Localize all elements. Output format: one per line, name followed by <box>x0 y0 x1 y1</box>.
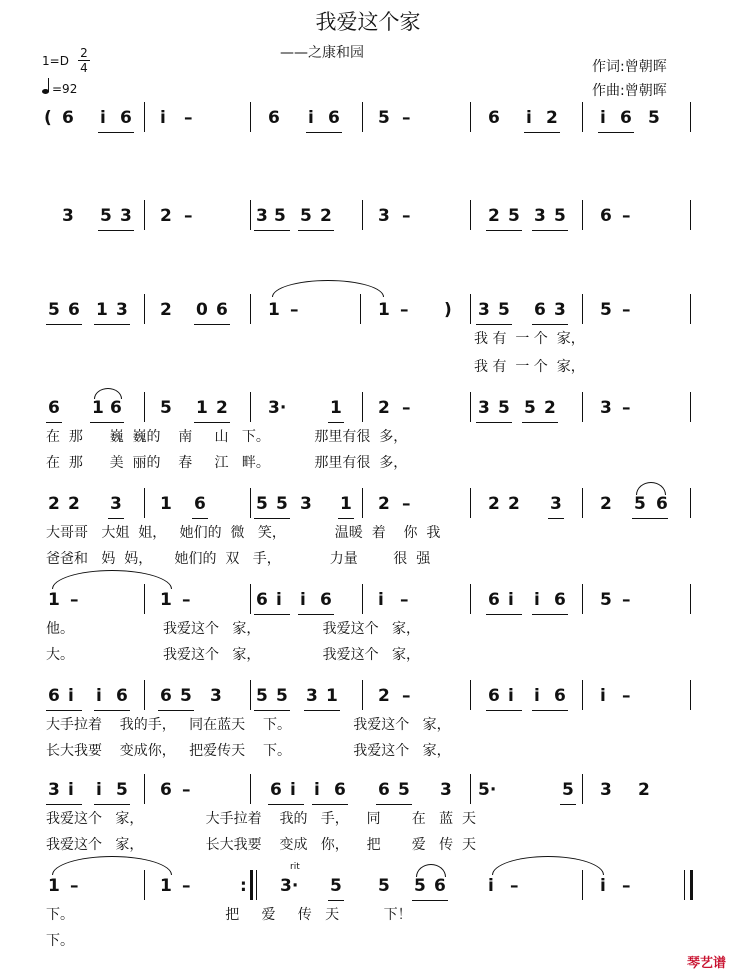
beam <box>598 132 634 133</box>
beam <box>268 804 304 805</box>
barline <box>144 200 145 230</box>
note: 2 <box>320 206 332 226</box>
barline <box>690 584 691 614</box>
beam <box>376 804 412 805</box>
tie-arc <box>52 856 172 875</box>
note: i <box>68 780 74 800</box>
note: i <box>68 686 74 706</box>
note: i <box>160 108 166 128</box>
barline <box>470 680 471 710</box>
beam <box>254 614 290 615</box>
final-barline-thick <box>690 870 693 900</box>
note: 1 <box>160 494 172 514</box>
barline <box>144 294 145 324</box>
beam <box>98 132 134 133</box>
note: 5 <box>100 206 112 226</box>
dash: – <box>70 876 79 896</box>
note: 5 <box>256 494 268 514</box>
barline <box>362 680 363 710</box>
beam <box>328 900 344 901</box>
note: 3 <box>210 686 222 706</box>
note: 5 <box>378 876 390 896</box>
note: 5 <box>276 686 288 706</box>
barline <box>144 392 145 422</box>
barline <box>470 392 471 422</box>
time-bottom: 4 <box>80 61 88 75</box>
note: 6 <box>216 300 228 320</box>
note: 6 <box>328 108 340 128</box>
lyric-line: 我 有 一 个 家， <box>474 331 585 347</box>
barline <box>470 774 471 804</box>
note: 6 <box>68 300 80 320</box>
barline <box>582 200 583 230</box>
barline <box>690 392 691 422</box>
barline <box>256 870 257 900</box>
beam <box>338 518 354 519</box>
note: 2 <box>378 686 390 706</box>
beam <box>298 614 334 615</box>
note: 6 <box>120 108 132 128</box>
repeat-paren: ( <box>44 108 52 128</box>
lyric-line: 长大我要 变成你， 把爱传天 下。 我爱这个 家， <box>46 743 451 759</box>
brand-logo: 琴艺谱 <box>686 956 726 971</box>
note: 6 <box>270 780 282 800</box>
tie-arc <box>492 856 604 875</box>
song-title: 我爱这个家 <box>315 10 421 34</box>
note: 5 <box>274 206 286 226</box>
note: 5 <box>116 780 128 800</box>
note: 1 <box>48 876 60 896</box>
barline <box>144 680 145 710</box>
note: 1 <box>92 398 104 418</box>
staff-row-9 <box>44 876 694 900</box>
note: 6 <box>268 108 280 128</box>
note: 1 <box>160 590 172 610</box>
lyricist-credit: 作词:曾朝晖 <box>592 59 667 75</box>
beam <box>532 324 568 325</box>
barline <box>470 488 471 518</box>
tie-arc <box>272 280 384 297</box>
note: 6 <box>554 590 566 610</box>
staff-row-5 <box>44 494 694 518</box>
note: 3 <box>600 398 612 418</box>
note: 5 <box>498 398 510 418</box>
note: 2 <box>160 206 172 226</box>
barline <box>144 488 145 518</box>
beam <box>46 710 82 711</box>
note: 5 <box>508 206 520 226</box>
beam <box>108 518 124 519</box>
note: i <box>378 590 384 610</box>
note: 6 <box>600 206 612 226</box>
note: i <box>508 590 514 610</box>
note: 5· <box>478 780 497 800</box>
note: 2 <box>544 398 556 418</box>
note: 6 <box>378 780 390 800</box>
dash: – <box>402 108 411 128</box>
beam <box>46 422 62 423</box>
beam <box>94 324 130 325</box>
note: 3 <box>554 300 566 320</box>
note: 5 <box>524 398 536 418</box>
note: 3 <box>534 206 546 226</box>
barline <box>144 102 145 132</box>
barline <box>470 294 471 324</box>
lyric-line: 我爱这个 家， 大手拉着 我的 手， 同 在 蓝 天 <box>46 811 477 827</box>
tempo-value: =92 <box>52 82 78 96</box>
note: 1 <box>330 398 342 418</box>
note: 2 <box>508 494 520 514</box>
barline <box>582 680 583 710</box>
lyric-line: 下。 <box>46 933 74 949</box>
dash: – <box>402 206 411 226</box>
note: 6 <box>434 876 446 896</box>
note: 6 <box>656 494 668 514</box>
beam <box>254 230 290 231</box>
note: 2 <box>638 780 650 800</box>
note: i <box>314 780 320 800</box>
barline <box>690 102 691 132</box>
final-barline <box>684 870 685 900</box>
dash: – <box>622 590 631 610</box>
lyric-line: 在 那 美 丽的 春 江 畔。 那里有很 多， <box>46 455 408 471</box>
note: 1 <box>196 398 208 418</box>
note: 6 <box>48 686 60 706</box>
barline <box>582 294 583 324</box>
song-subtitle: ——之康和园 <box>280 45 364 61</box>
slur-arc <box>94 388 122 399</box>
dash: – <box>622 398 631 418</box>
beam <box>158 710 194 711</box>
time-top: 2 <box>80 46 88 60</box>
note: 6 <box>334 780 346 800</box>
beam <box>46 324 82 325</box>
barline <box>690 200 691 230</box>
beam <box>194 422 230 423</box>
beam <box>306 132 342 133</box>
beam <box>94 710 130 711</box>
lyric-line: 下。 把 爱 传 天 下！ <box>46 907 412 923</box>
dash: – <box>622 206 631 226</box>
barline <box>144 584 145 614</box>
note: 3 <box>600 780 612 800</box>
beam <box>524 132 560 133</box>
barline <box>690 680 691 710</box>
note: i <box>508 686 514 706</box>
dash: – <box>182 876 191 896</box>
note: 3 <box>110 494 122 514</box>
note: 6 <box>160 686 172 706</box>
composer-credit: 作曲:曾朝晖 <box>592 83 667 99</box>
staff-row-6 <box>44 590 694 614</box>
repeat-paren-close: ) <box>444 300 452 320</box>
barline <box>470 584 471 614</box>
dash: – <box>182 590 191 610</box>
dash: – <box>184 108 193 128</box>
note: 1 <box>326 686 338 706</box>
barline <box>250 584 251 614</box>
beam <box>532 710 568 711</box>
note: 3 <box>550 494 562 514</box>
barline <box>250 488 251 518</box>
note: 5 <box>600 300 612 320</box>
note: 1 <box>268 300 280 320</box>
note: 0 <box>196 300 208 320</box>
slur-arc <box>416 864 446 877</box>
note: 2 <box>48 494 60 514</box>
repeat-dots: : <box>240 876 247 896</box>
note: 5 <box>600 590 612 610</box>
note: i <box>290 780 296 800</box>
note: 1 <box>160 876 172 896</box>
note: 5 <box>648 108 660 128</box>
note: 3 <box>116 300 128 320</box>
note: 5 <box>398 780 410 800</box>
barline <box>362 392 363 422</box>
note: i <box>526 108 532 128</box>
barline <box>582 488 583 518</box>
note: 3 <box>478 398 490 418</box>
beam <box>304 710 340 711</box>
note: 2 <box>378 494 390 514</box>
note: 6 <box>194 494 206 514</box>
slur-arc <box>636 482 666 495</box>
note: 6 <box>48 398 60 418</box>
staff-row-1 <box>44 108 694 132</box>
dash: – <box>622 686 631 706</box>
beam <box>312 804 348 805</box>
note: 2 <box>488 206 500 226</box>
staff-row-7 <box>44 686 694 710</box>
note: 1 <box>340 494 352 514</box>
note: i <box>96 686 102 706</box>
note: i <box>600 108 606 128</box>
note: 3 <box>378 206 390 226</box>
note: 5 <box>300 206 312 226</box>
barline <box>250 680 251 710</box>
note: 3 <box>306 686 318 706</box>
note: 6 <box>534 300 546 320</box>
note: i <box>100 108 106 128</box>
note: 3 <box>120 206 132 226</box>
beam <box>254 518 290 519</box>
beam <box>94 804 130 805</box>
barline <box>362 584 363 614</box>
staff-row-2 <box>44 206 694 230</box>
beam <box>532 614 568 615</box>
dash: – <box>622 300 631 320</box>
barline <box>362 488 363 518</box>
beam <box>632 518 668 519</box>
beam <box>486 230 522 231</box>
dash: – <box>402 494 411 514</box>
note: 6 <box>620 108 632 128</box>
barline <box>690 294 691 324</box>
note: 2 <box>378 398 390 418</box>
note: 3· <box>268 398 287 418</box>
barline <box>250 392 251 422</box>
rit-marking: rit <box>290 862 300 872</box>
note: 5 <box>160 398 172 418</box>
note: 3 <box>62 206 74 226</box>
dash: – <box>400 590 409 610</box>
note: 5 <box>330 876 342 896</box>
barline <box>250 294 251 324</box>
barline <box>144 774 145 804</box>
note: i <box>534 686 540 706</box>
note: i <box>600 686 606 706</box>
key-text: 1=D <box>42 54 69 68</box>
note: 6 <box>554 686 566 706</box>
beam <box>532 230 568 231</box>
note: 6 <box>110 398 122 418</box>
beam <box>90 422 124 423</box>
note: 6 <box>488 108 500 128</box>
staff-row-3 <box>44 300 694 324</box>
note: 5 <box>634 494 646 514</box>
note: 5 <box>180 686 192 706</box>
note: i <box>300 590 306 610</box>
lyric-line: 爸爸和 妈 妈， 她们的 双 手， 力量 很 强 <box>46 551 431 567</box>
note: 5 <box>276 494 288 514</box>
lyric-line: 我爱这个 家， 长大我要 变成 你， 把 爱 传 天 <box>46 837 477 853</box>
note: 5 <box>414 876 426 896</box>
note: 1 <box>48 590 60 610</box>
note: 6 <box>160 780 172 800</box>
note: 6 <box>116 686 128 706</box>
beam <box>46 804 82 805</box>
note: 5 <box>256 686 268 706</box>
note: 1 <box>96 300 108 320</box>
barline <box>690 488 691 518</box>
barline <box>582 774 583 804</box>
note: 6 <box>62 108 74 128</box>
dash: – <box>290 300 299 320</box>
lyric-line: 大。 我爱这个 家， 我爱这个 家， <box>46 647 421 663</box>
note: 5 <box>48 300 60 320</box>
barline <box>470 102 471 132</box>
barline <box>582 584 583 614</box>
note: i <box>276 590 282 610</box>
beam <box>486 710 522 711</box>
lyric-line: 大哥哥 大姐 姐， 她们的 微 笑， 温暖 着 你 我 <box>46 525 441 541</box>
note: i <box>534 590 540 610</box>
dash: – <box>70 590 79 610</box>
note: 2 <box>488 494 500 514</box>
tie-arc <box>52 570 172 589</box>
beam <box>192 518 208 519</box>
lyric-line: 在 那 巍 巍的 南 山 下。 那里有很 多， <box>46 429 408 445</box>
staff-row-4 <box>44 398 694 422</box>
note: 3 <box>440 780 452 800</box>
barline <box>582 392 583 422</box>
barline <box>582 102 583 132</box>
barline <box>470 200 471 230</box>
lyric-line: 我 有 一 个 家， <box>474 359 585 375</box>
dash: – <box>510 876 519 896</box>
beam <box>328 422 344 423</box>
barline <box>250 102 251 132</box>
note: 3 <box>256 206 268 226</box>
note: 6 <box>256 590 268 610</box>
beam <box>194 324 230 325</box>
barline <box>144 870 145 900</box>
dash: – <box>184 206 193 226</box>
beam <box>486 614 522 615</box>
note: 5 <box>554 206 566 226</box>
note: 2 <box>68 494 80 514</box>
note: 3 <box>478 300 490 320</box>
note: i <box>600 876 606 896</box>
note: 5 <box>562 780 574 800</box>
beam <box>298 230 334 231</box>
barline <box>362 200 363 230</box>
note: 2 <box>216 398 228 418</box>
barline <box>360 294 361 324</box>
note: 1 <box>378 300 390 320</box>
dash: – <box>182 780 191 800</box>
note: 2 <box>600 494 612 514</box>
beam <box>412 900 448 901</box>
note: 3· <box>280 876 299 896</box>
note: i <box>96 780 102 800</box>
dash: – <box>402 398 411 418</box>
barline <box>250 200 251 230</box>
beam <box>476 324 512 325</box>
note: 6 <box>320 590 332 610</box>
dash: – <box>622 876 631 896</box>
note: 2 <box>160 300 172 320</box>
dash: – <box>402 686 411 706</box>
beam <box>548 518 564 519</box>
barline <box>250 774 251 804</box>
lyric-line: 大手拉着 我的手， 同在蓝天 下。 我爱这个 家， <box>46 717 451 733</box>
beam <box>98 230 134 231</box>
note: 6 <box>488 686 500 706</box>
staff-row-8 <box>44 780 694 804</box>
beam <box>476 422 512 423</box>
note: 3 <box>300 494 312 514</box>
repeat-barline <box>250 870 253 900</box>
beam <box>560 804 576 805</box>
note: 5 <box>498 300 510 320</box>
note: i <box>488 876 494 896</box>
note: i <box>308 108 314 128</box>
note: 2 <box>546 108 558 128</box>
note: 6 <box>488 590 500 610</box>
lyric-line: 他。 我爱这个 家， 我爱这个 家， <box>46 621 421 637</box>
beam <box>522 422 558 423</box>
note: 3 <box>48 780 60 800</box>
beam <box>254 710 290 711</box>
dash: – <box>400 300 409 320</box>
barline <box>362 102 363 132</box>
note: 5 <box>378 108 390 128</box>
barline <box>582 870 583 900</box>
